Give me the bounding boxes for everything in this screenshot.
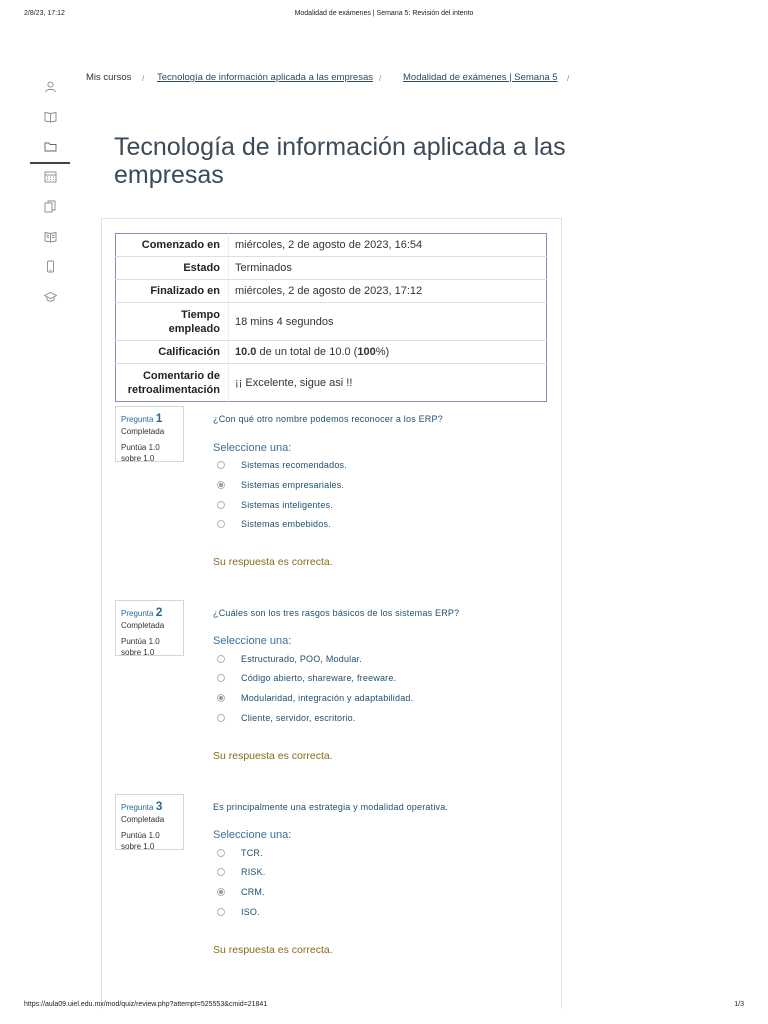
started-value: miércoles, 2 de agosto de 2023, 16:54 <box>229 234 547 257</box>
question-text-3: Es principalmente una estrategia y modalidad operativa. <box>213 802 449 812</box>
finished-value: miércoles, 2 de agosto de 2023, 17:12 <box>229 280 547 303</box>
breadcrumb-separator: / <box>142 74 145 83</box>
radio-button-selected[interactable] <box>217 481 225 489</box>
print-date: 2/8/23, 17:12 <box>24 10 65 17</box>
mobile-icon <box>44 260 57 273</box>
question-text-1: ¿Con qué otro nombre podemos reconocer a los ERP? <box>213 414 443 424</box>
started-label: Comenzado en <box>116 234 229 257</box>
nav-book-open-icon[interactable] <box>30 222 70 252</box>
question-prompt-2: Seleccione una: <box>213 635 292 647</box>
nav-copy-icon[interactable] <box>30 192 70 222</box>
radio-button[interactable] <box>217 908 225 916</box>
folder-icon <box>44 140 57 153</box>
nav-folder-icon[interactable] <box>30 132 70 162</box>
state-label: Estado <box>116 257 229 280</box>
question-prompt-1: Seleccione una: <box>213 442 292 454</box>
question-text-2: ¿Cuáles son los tres rasgos básicos de los sistemas ERP? <box>213 608 460 618</box>
summary-row-feedback <box>116 364 547 402</box>
grade-value: 10.0 de un total de 10.0 (100%) <box>229 341 547 364</box>
print-page-number: 1/3 <box>734 1001 744 1008</box>
summary-row-state <box>116 257 547 280</box>
radio-button[interactable] <box>217 849 225 857</box>
user-icon <box>44 80 57 93</box>
question-label: Pregunta <box>121 415 154 424</box>
question-state: Completada <box>121 621 165 630</box>
breadcrumb-home[interactable]: Mis cursos <box>86 72 132 83</box>
breadcrumb-course-link[interactable]: Tecnología de información aplicada a las empresas <box>157 72 373 83</box>
print-url: https://aula09.uiel.edu.mx/mod/quiz/review.php?attempt=525553&cmid=21841 <box>24 1001 268 1008</box>
copy-icon <box>44 200 57 213</box>
summary-row-grade <box>116 341 547 364</box>
summary-row-finished <box>116 280 547 303</box>
grade-label: Calificación <box>116 341 229 364</box>
breadcrumb-separator: / <box>379 74 382 83</box>
question-feedback-2: Su respuesta es correcta. <box>213 750 333 762</box>
time-value: 18 mins 4 segundos <box>229 303 547 341</box>
time-label: Tiempo empleado <box>116 303 229 341</box>
question-grade: Puntúa 1.0 sobre 1.0 <box>121 637 160 657</box>
radio-button-selected[interactable] <box>217 888 225 896</box>
calendar-icon <box>44 170 57 183</box>
page-title: Tecnología de información aplicada a las empresas <box>114 133 566 189</box>
question-number: 1 <box>155 411 163 425</box>
finished-label: Finalizado en <box>116 280 229 303</box>
question-grade: Puntúa 1.0 sobre 1.0 <box>121 831 160 851</box>
radio-button[interactable] <box>217 655 225 663</box>
question-info-3 <box>115 794 184 850</box>
graduation-cap-icon <box>44 290 57 303</box>
radio-button-selected[interactable] <box>217 694 225 702</box>
attempt-summary-table <box>115 233 547 402</box>
state-value: Terminados <box>229 257 547 280</box>
print-title: Modalidad de exámenes | Semana 5: Revisión del intento <box>294 10 474 17</box>
book-icon <box>44 110 57 123</box>
radio-button[interactable] <box>217 714 225 722</box>
breadcrumb-separator: / <box>567 74 570 83</box>
question-grade: Puntúa 1.0 sobre 1.0 <box>121 443 160 463</box>
question-prompt-3: Seleccione una: <box>213 829 292 841</box>
radio-button[interactable] <box>217 520 225 528</box>
breadcrumb-section-link[interactable]: Modalidad de exámenes | Semana 5 <box>403 72 558 83</box>
question-info-1 <box>115 406 184 462</box>
question-info-2 <box>115 600 184 656</box>
print-footer <box>24 1001 744 1013</box>
question-label: Pregunta <box>121 609 154 618</box>
book-open-icon <box>44 230 57 243</box>
radio-button[interactable] <box>217 461 225 469</box>
question-number: 2 <box>155 605 163 619</box>
feedback-value: ¡¡ Excelente, sigue asi !! <box>229 364 547 402</box>
feedback-label: Comentario de retroalimentación <box>127 369 220 396</box>
question-state: Completada <box>121 427 165 436</box>
nav-calendar-icon[interactable] <box>30 162 70 192</box>
print-header <box>24 10 744 22</box>
radio-button[interactable] <box>217 868 225 876</box>
radio-button[interactable] <box>217 674 225 682</box>
question-number: 3 <box>155 799 163 813</box>
question-feedback-3: Su respuesta es correcta. <box>213 944 333 956</box>
nav-user-icon[interactable] <box>30 72 70 102</box>
summary-row-started <box>116 234 547 257</box>
question-feedback-1: Su respuesta es correcta. <box>213 556 333 568</box>
radio-button[interactable] <box>217 501 225 509</box>
nav-mobile-icon[interactable] <box>30 252 70 282</box>
question-label: Pregunta <box>121 803 154 812</box>
summary-row-time <box>116 303 547 341</box>
nav-book-icon[interactable] <box>30 102 70 132</box>
question-state: Completada <box>121 815 165 824</box>
side-nav <box>30 72 70 312</box>
nav-graduation-cap-icon[interactable] <box>30 282 70 312</box>
